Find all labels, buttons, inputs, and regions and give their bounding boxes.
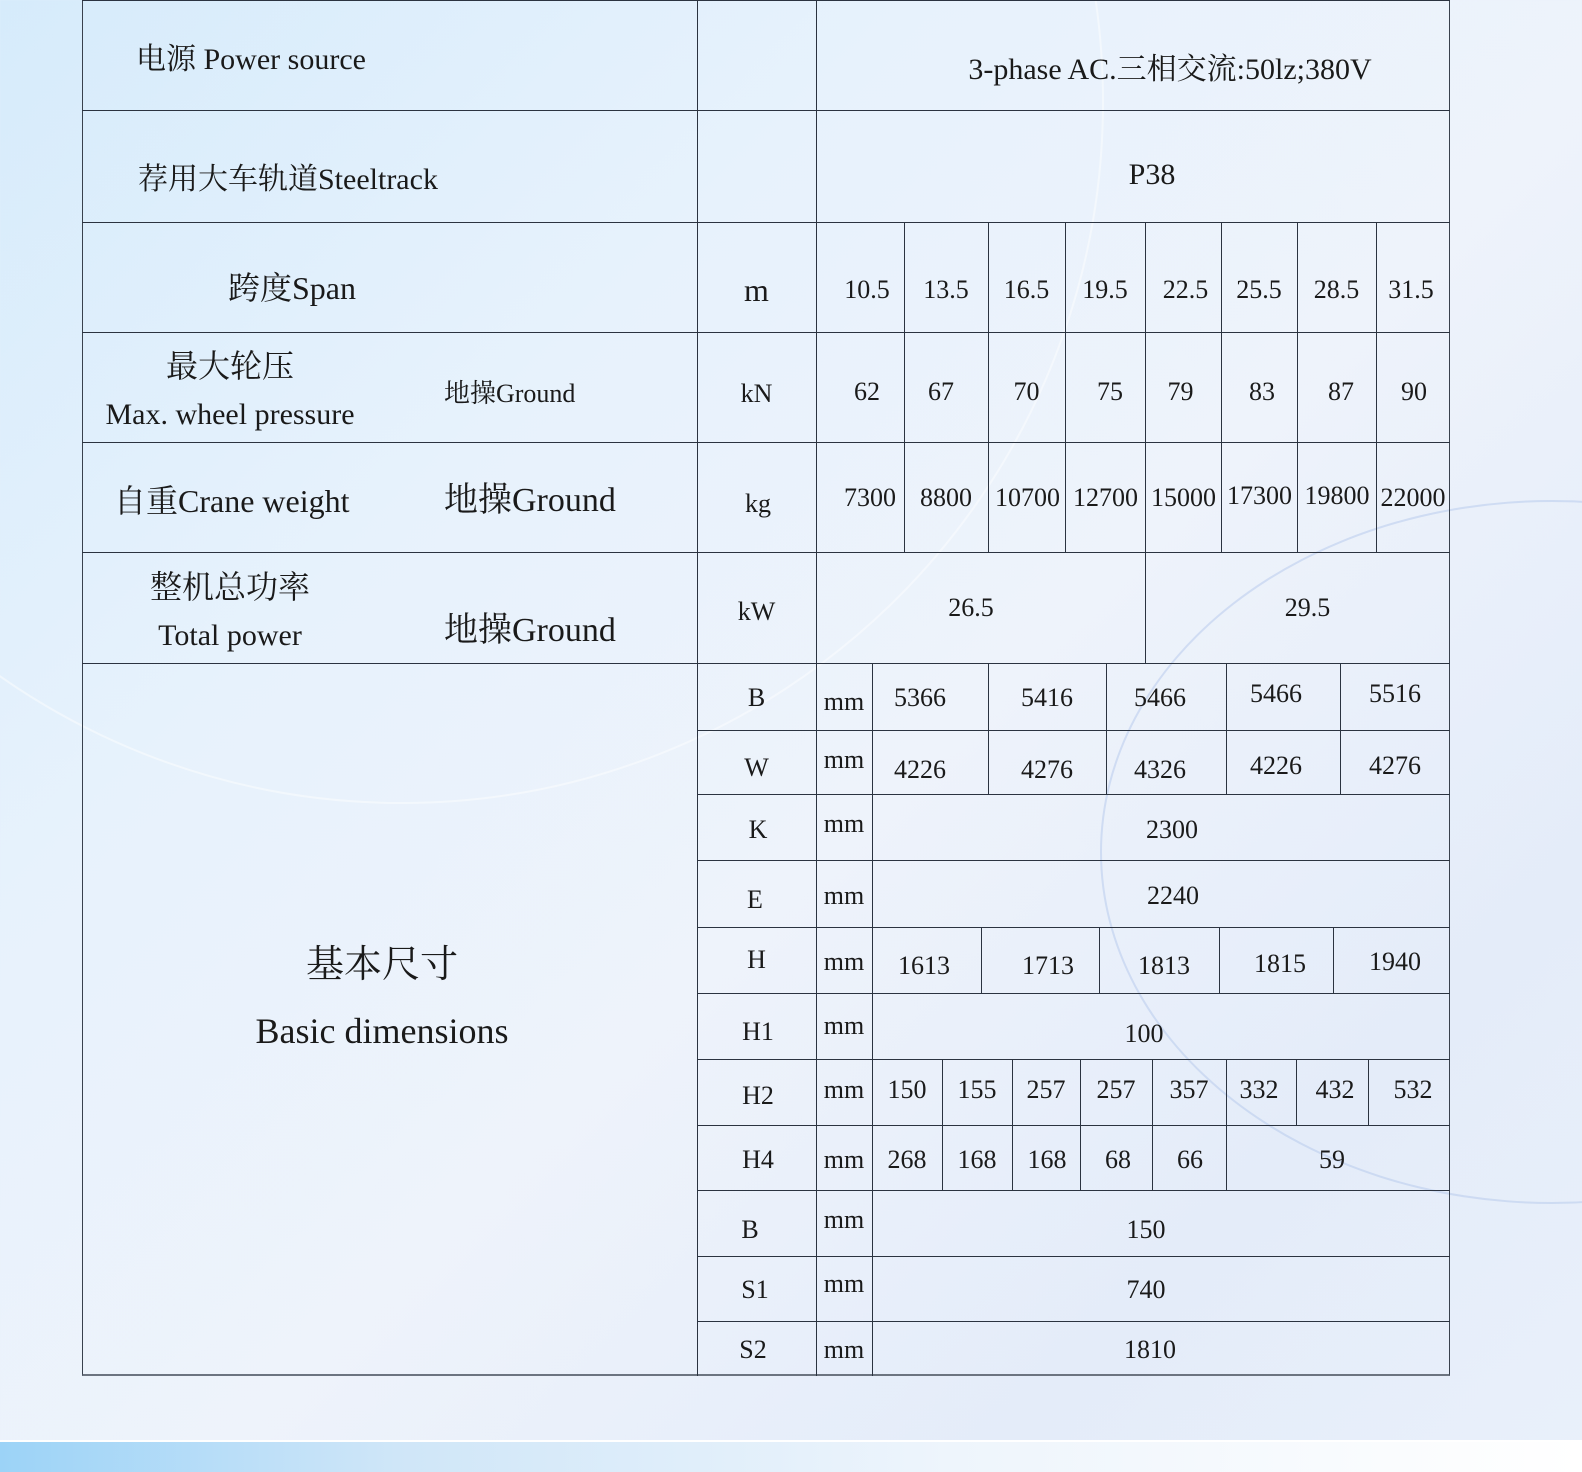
dim-symbol: S1 xyxy=(741,1275,769,1305)
span-value: 31.5 xyxy=(1388,275,1434,305)
steel-track-label: 荐用大车轨道Steeltrack xyxy=(138,162,438,196)
weight-value: 7300 xyxy=(844,483,896,513)
dim-value: 4276 xyxy=(1021,755,1073,785)
dim-value: 432 xyxy=(1315,1075,1355,1105)
weight-value: 17300 xyxy=(1227,481,1292,511)
row-divider xyxy=(82,442,1450,443)
weight-value: 19800 xyxy=(1304,481,1370,511)
dim-unit: mm xyxy=(823,1269,865,1299)
pressure-value: 87 xyxy=(1328,377,1354,407)
max-wheel-pressure-label-cn: 最大轮压 xyxy=(165,347,294,384)
pressure-value: 62 xyxy=(854,377,880,407)
dim-value: 1813 xyxy=(1138,951,1190,981)
crane-weight-mode: 地操Ground xyxy=(444,482,616,520)
dim-unit: mm xyxy=(823,809,865,839)
power-value: 29.5 xyxy=(1284,593,1331,623)
row-divider xyxy=(697,993,1450,994)
dim-symbol: S2 xyxy=(739,1335,767,1365)
dim-value: 257 xyxy=(1096,1075,1136,1105)
row-divider xyxy=(82,332,1450,333)
dim-value: 1810 xyxy=(1124,1335,1176,1365)
dim-value: 2300 xyxy=(1146,815,1198,845)
dim-value: 68 xyxy=(1105,1145,1131,1175)
pressure-value: 67 xyxy=(928,377,954,407)
total-power-mode: 地操Ground xyxy=(444,612,616,650)
power-source-label: 电源 Power source xyxy=(136,42,366,76)
row-divider xyxy=(82,663,1450,664)
span-value: 25.5 xyxy=(1236,275,1282,305)
dim-symbol: H1 xyxy=(742,1017,774,1047)
pressure-value: 90 xyxy=(1401,377,1427,407)
dim-value: 100 xyxy=(1124,1019,1164,1049)
dim-value: 59 xyxy=(1319,1145,1345,1175)
max-wheel-pressure-label-en: Max. wheel pressure xyxy=(105,397,355,431)
row-divider xyxy=(82,110,1450,111)
dim-unit: mm xyxy=(823,745,865,775)
dim-unit: mm xyxy=(823,1205,865,1235)
dim-value: 4226 xyxy=(894,755,946,785)
weight-value: 10700 xyxy=(995,483,1060,513)
dim-value: 1815 xyxy=(1254,949,1306,979)
basic-dimensions-label-en: Basic dimensions xyxy=(255,1011,509,1052)
dim-value: 1713 xyxy=(1022,951,1074,981)
dim-value: 532 xyxy=(1393,1075,1433,1105)
total-power-label-en: Total power xyxy=(158,618,302,652)
span-value: 19.5 xyxy=(1082,275,1128,305)
dim-value: 5416 xyxy=(1021,683,1073,713)
weight-value: 15000 xyxy=(1151,483,1216,513)
dim-value: 1613 xyxy=(898,951,950,981)
row-divider xyxy=(82,552,1450,553)
dim-value: 4276 xyxy=(1369,751,1421,781)
dim-unit: mm xyxy=(823,1075,865,1105)
dim-symbol: K xyxy=(748,815,768,845)
max-wheel-pressure-mode: 地操Ground xyxy=(444,379,576,409)
dim-symbol: H xyxy=(747,945,766,975)
pressure-value: 75 xyxy=(1097,377,1123,407)
power-value: 26.5 xyxy=(948,593,994,623)
weight-value: 12700 xyxy=(1073,483,1138,513)
dim-value: 168 xyxy=(957,1145,997,1175)
dim-symbol: E xyxy=(747,885,763,915)
weight-value: 8800 xyxy=(920,483,972,513)
dim-unit: mm xyxy=(823,1145,865,1175)
dim-value: 357 xyxy=(1169,1075,1209,1105)
dim-value: 155 xyxy=(957,1075,997,1105)
weight-value: 22000 xyxy=(1380,483,1446,513)
span-value: 10.5 xyxy=(844,275,890,305)
steel-track-value: P38 xyxy=(1128,157,1176,191)
row-divider xyxy=(697,1190,1450,1191)
crane-weight-label: 自重Crane weight xyxy=(114,482,350,519)
row-divider xyxy=(697,1321,1450,1322)
dim-unit: mm xyxy=(823,687,865,717)
max-wheel-pressure-unit: kN xyxy=(740,379,773,409)
dim-unit: mm xyxy=(823,1011,865,1041)
column-divider xyxy=(1296,1059,1297,1125)
dim-symbol: B xyxy=(747,683,766,713)
dim-symbol: H4 xyxy=(742,1145,774,1175)
pressure-value: 79 xyxy=(1167,377,1194,407)
dim-value: 257 xyxy=(1026,1075,1066,1105)
dim-value: 268 xyxy=(887,1145,927,1175)
dim-value: 4326 xyxy=(1134,755,1186,785)
span-label: 跨度Span xyxy=(227,269,356,306)
dim-value: 5516 xyxy=(1369,679,1421,709)
row-divider xyxy=(697,730,1450,731)
pressure-value: 83 xyxy=(1249,377,1275,407)
power-source-value: 3-phase AC.三相交流:50lz;380V xyxy=(968,52,1372,86)
span-value: 16.5 xyxy=(1003,275,1050,305)
row-divider xyxy=(697,860,1450,861)
span-value: 13.5 xyxy=(923,275,969,305)
dim-unit: mm xyxy=(823,881,865,911)
pressure-value: 70 xyxy=(1013,377,1040,407)
row-divider xyxy=(697,1125,1450,1126)
dim-value: 5366 xyxy=(894,683,946,713)
dim-symbol: H2 xyxy=(742,1081,774,1111)
bottom-color-band xyxy=(0,1440,1582,1472)
crane-weight-unit: kg xyxy=(745,489,771,519)
dim-value: 740 xyxy=(1126,1275,1166,1305)
span-value: 22.5 xyxy=(1162,275,1209,305)
span-value: 28.5 xyxy=(1313,275,1360,305)
dim-value: 66 xyxy=(1177,1145,1203,1175)
column-divider xyxy=(981,927,982,993)
dim-unit: mm xyxy=(823,1335,865,1365)
row-divider xyxy=(697,1256,1450,1257)
dim-value: 150 xyxy=(887,1075,927,1105)
row-divider xyxy=(82,222,1450,223)
dim-value: 168 xyxy=(1027,1145,1067,1175)
dim-symbol: B xyxy=(741,1215,759,1245)
row-divider xyxy=(697,927,1450,928)
total-power-unit: kW xyxy=(737,597,776,627)
dim-value: 1940 xyxy=(1369,947,1421,977)
dim-value: 150 xyxy=(1126,1215,1166,1245)
row-divider xyxy=(82,0,1450,1)
dim-value: 5466 xyxy=(1250,679,1302,709)
basic-dimensions-label-cn: 基本尺寸 xyxy=(305,944,458,987)
dim-value: 2240 xyxy=(1147,881,1199,911)
dim-value: 5466 xyxy=(1134,683,1186,713)
span-unit: m xyxy=(744,271,769,308)
total-power-label-cn: 整机总功率 xyxy=(149,568,310,605)
dim-value: 4226 xyxy=(1250,751,1302,781)
dim-unit: mm xyxy=(823,947,865,977)
dim-value: 332 xyxy=(1239,1075,1279,1105)
dim-symbol: W xyxy=(744,753,769,783)
